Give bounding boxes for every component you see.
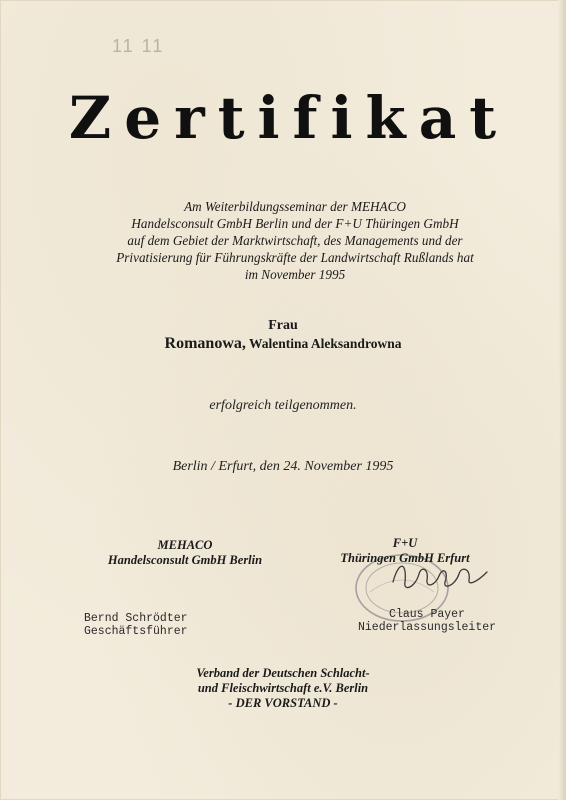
organization-right-line2: Thüringen GmbH Erfurt [340,551,470,565]
signatory-left-name: Bernd Schrödter [84,612,188,625]
recipient-surname: Romanowa, [164,335,246,352]
association-block [0,666,566,711]
intro-paragraph [70,198,520,283]
intro-line: auf dem Gebiet der Marktwirtschaft, des Managements und der [127,233,463,248]
intro-line: Am Weiterbildungsseminar der MEHACO [184,199,406,214]
organization-left [70,538,300,568]
signatory-left-role: Geschäftsführer [84,625,188,638]
organization-right [320,536,490,566]
signatory-right-name: Claus Payer [389,608,465,621]
organization-left-line2: Handelsconsult GmbH Berlin [107,553,263,567]
certificate-title: Zertifikat [68,84,510,152]
signatory-right-role: Niederlassungsleiter [358,621,497,634]
organization-right-line1: F+U [392,536,418,550]
association-line1: Verband der Deutschen Schlacht- [196,666,370,680]
recipient-salutation: Frau [268,318,298,333]
intro-line: Privatisierung für Führungskräfte der Landwirtschaft Rußlands hat [116,250,474,265]
intro-line: im November 1995 [244,267,346,282]
signatory-left [84,612,188,638]
recipient-given-names: Walentina Aleksandrowna [249,336,402,351]
completion-text: erfolgreich teilgenommen. [209,398,357,413]
pencil-note: 11 11 [112,36,165,56]
signatory-right [358,608,496,634]
association-line3: - DER VORSTAND - [228,696,338,710]
organization-left-line1: MEHACO [157,538,213,552]
association-line2: und Fleischwirtschaft e.V. Berlin [197,681,369,695]
place-date: Berlin / Erfurt, den 24. November 1995 [172,459,394,474]
intro-line: Handelsconsult GmbH Berlin und der F+U Thüringen GmbH [131,216,459,231]
recipient-name [0,335,566,353]
